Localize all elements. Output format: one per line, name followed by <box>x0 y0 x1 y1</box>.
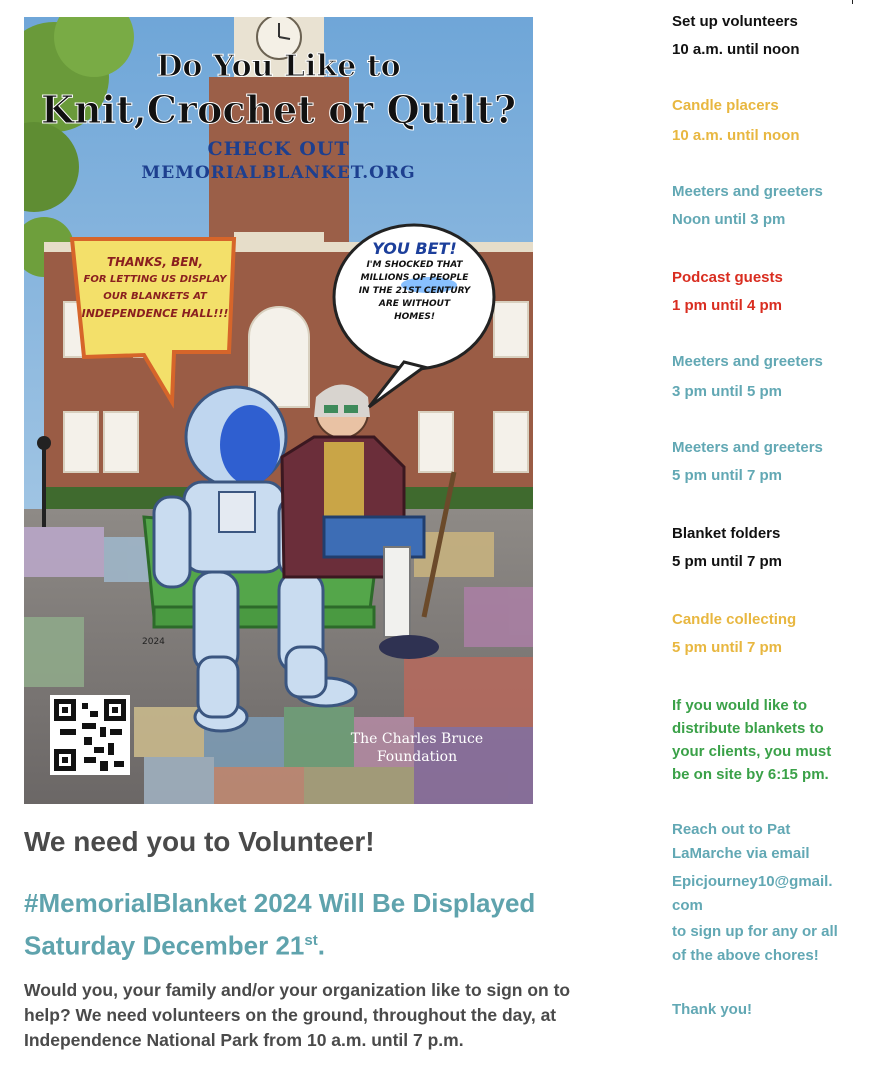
schedule-time: 10 a.m. until noon <box>672 41 800 58</box>
paragraph-line: Would you, your family and/or your organization like to sign on to <box>24 980 571 1000</box>
corner-mark <box>852 0 853 4</box>
schedule-time: 5 pm until 7 pm <box>672 553 783 570</box>
distribute-note <box>672 694 872 786</box>
invitation-paragraph <box>24 978 624 1053</box>
email-address[interactable] <box>672 870 872 918</box>
signup-line: of the above chores! <box>672 947 819 964</box>
schedule-item <box>672 96 872 146</box>
schedule-role: Meeters and greeters <box>672 439 823 456</box>
page-heading: We need you to Volunteer! <box>24 826 375 857</box>
subheading-date: Saturday December 21 <box>24 930 305 961</box>
contact-info <box>672 818 872 866</box>
schedule-item <box>672 182 872 230</box>
subheading-line <box>24 922 535 965</box>
event-subheading <box>24 884 535 965</box>
subheading-line: #MemorialBlanket 2024 Will Be Displayed <box>24 888 536 918</box>
signup-note <box>672 920 872 968</box>
schedule-time: 3 pm until 5 pm <box>672 383 783 400</box>
poster-headline-top: Do You Like to <box>156 49 401 84</box>
subheading-period: . <box>317 930 325 961</box>
schedule-item <box>672 268 872 316</box>
note-line: distribute blankets to <box>672 720 824 737</box>
foundation-line: The Charles Bruce <box>350 731 484 747</box>
subheading-ordinal: st <box>304 932 318 949</box>
bubble-left-line: OUR BLANKETS AT <box>103 291 207 302</box>
schedule-role: Candle placers <box>672 97 779 114</box>
schedule-item <box>672 524 872 572</box>
bubble-right-title: YOU BET! <box>372 239 457 258</box>
schedule-time: 5 pm until 7 pm <box>672 639 783 656</box>
schedule-role: Podcast guests <box>672 269 783 286</box>
schedule-item <box>672 610 872 658</box>
schedule-time: Noon until 3 pm <box>672 211 786 228</box>
schedule-role: Meeters and greeters <box>672 183 823 200</box>
schedule-time: 5 pm until 7 pm <box>672 467 783 484</box>
poster-bubble-left <box>80 254 230 322</box>
poster-signature-year: 2024 <box>142 637 165 647</box>
paragraph-line: Independence National Park from 10 a.m. until 7 p.m. <box>24 1030 464 1050</box>
email-line[interactable]: com <box>672 897 703 914</box>
contact-line: LaMarche via email <box>672 845 810 862</box>
poster-website: MEMORIALBLANKET.ORG <box>141 163 416 183</box>
bubble-right-line: MILLIONS OF PEOPLE <box>360 273 469 283</box>
bubble-left-line: FOR LETTING US DISPLAY <box>83 274 227 285</box>
poster-bubble-right <box>342 239 487 324</box>
schedule-time: 1 pm until 4 pm <box>672 297 783 314</box>
bubble-right-line: HOMES! <box>394 312 435 322</box>
schedule-time: 10 a.m. until noon <box>672 127 800 144</box>
foundation-line: Foundation <box>376 749 458 765</box>
email-line[interactable]: Epicjourney10@gmail. <box>672 873 833 890</box>
bubble-right-line: IN THE 21ST CENTURY <box>358 286 471 296</box>
paragraph-line: help? We need volunteers on the ground, throughout the day, at <box>24 1005 557 1025</box>
schedule-item <box>672 12 872 60</box>
event-poster <box>24 17 533 804</box>
schedule-role: Meeters and greeters <box>672 353 823 370</box>
contact-line: Reach out to Pat <box>672 821 791 838</box>
poster-headline-main: Knit,Crochet or Quilt? <box>40 87 517 132</box>
bubble-left-line: INDEPENDENCE HALL!!! <box>81 307 229 320</box>
signup-line: to sign up for any or all <box>672 923 838 940</box>
schedule-item <box>672 438 872 486</box>
thank-you: Thank you! <box>672 1001 753 1018</box>
poster-foundation-logo <box>342 730 492 766</box>
schedule-item <box>672 352 872 402</box>
poster-check-out: CHECK OUT <box>207 138 350 160</box>
bubble-right-line: ARE WITHOUT <box>378 299 451 309</box>
schedule-role: Blanket folders <box>672 525 781 542</box>
schedule-role: Set up volunteers <box>672 13 798 30</box>
note-line: be on site by 6:15 pm. <box>672 766 829 783</box>
poster-illustration <box>24 17 533 804</box>
bubble-right-line: I'M SHOCKED THAT <box>366 260 463 270</box>
schedule-role: Candle collecting <box>672 611 797 628</box>
bubble-left-line: THANKS, BEN, <box>106 255 204 269</box>
note-line: your clients, you must <box>672 743 832 760</box>
note-line: If you would like to <box>672 697 807 714</box>
